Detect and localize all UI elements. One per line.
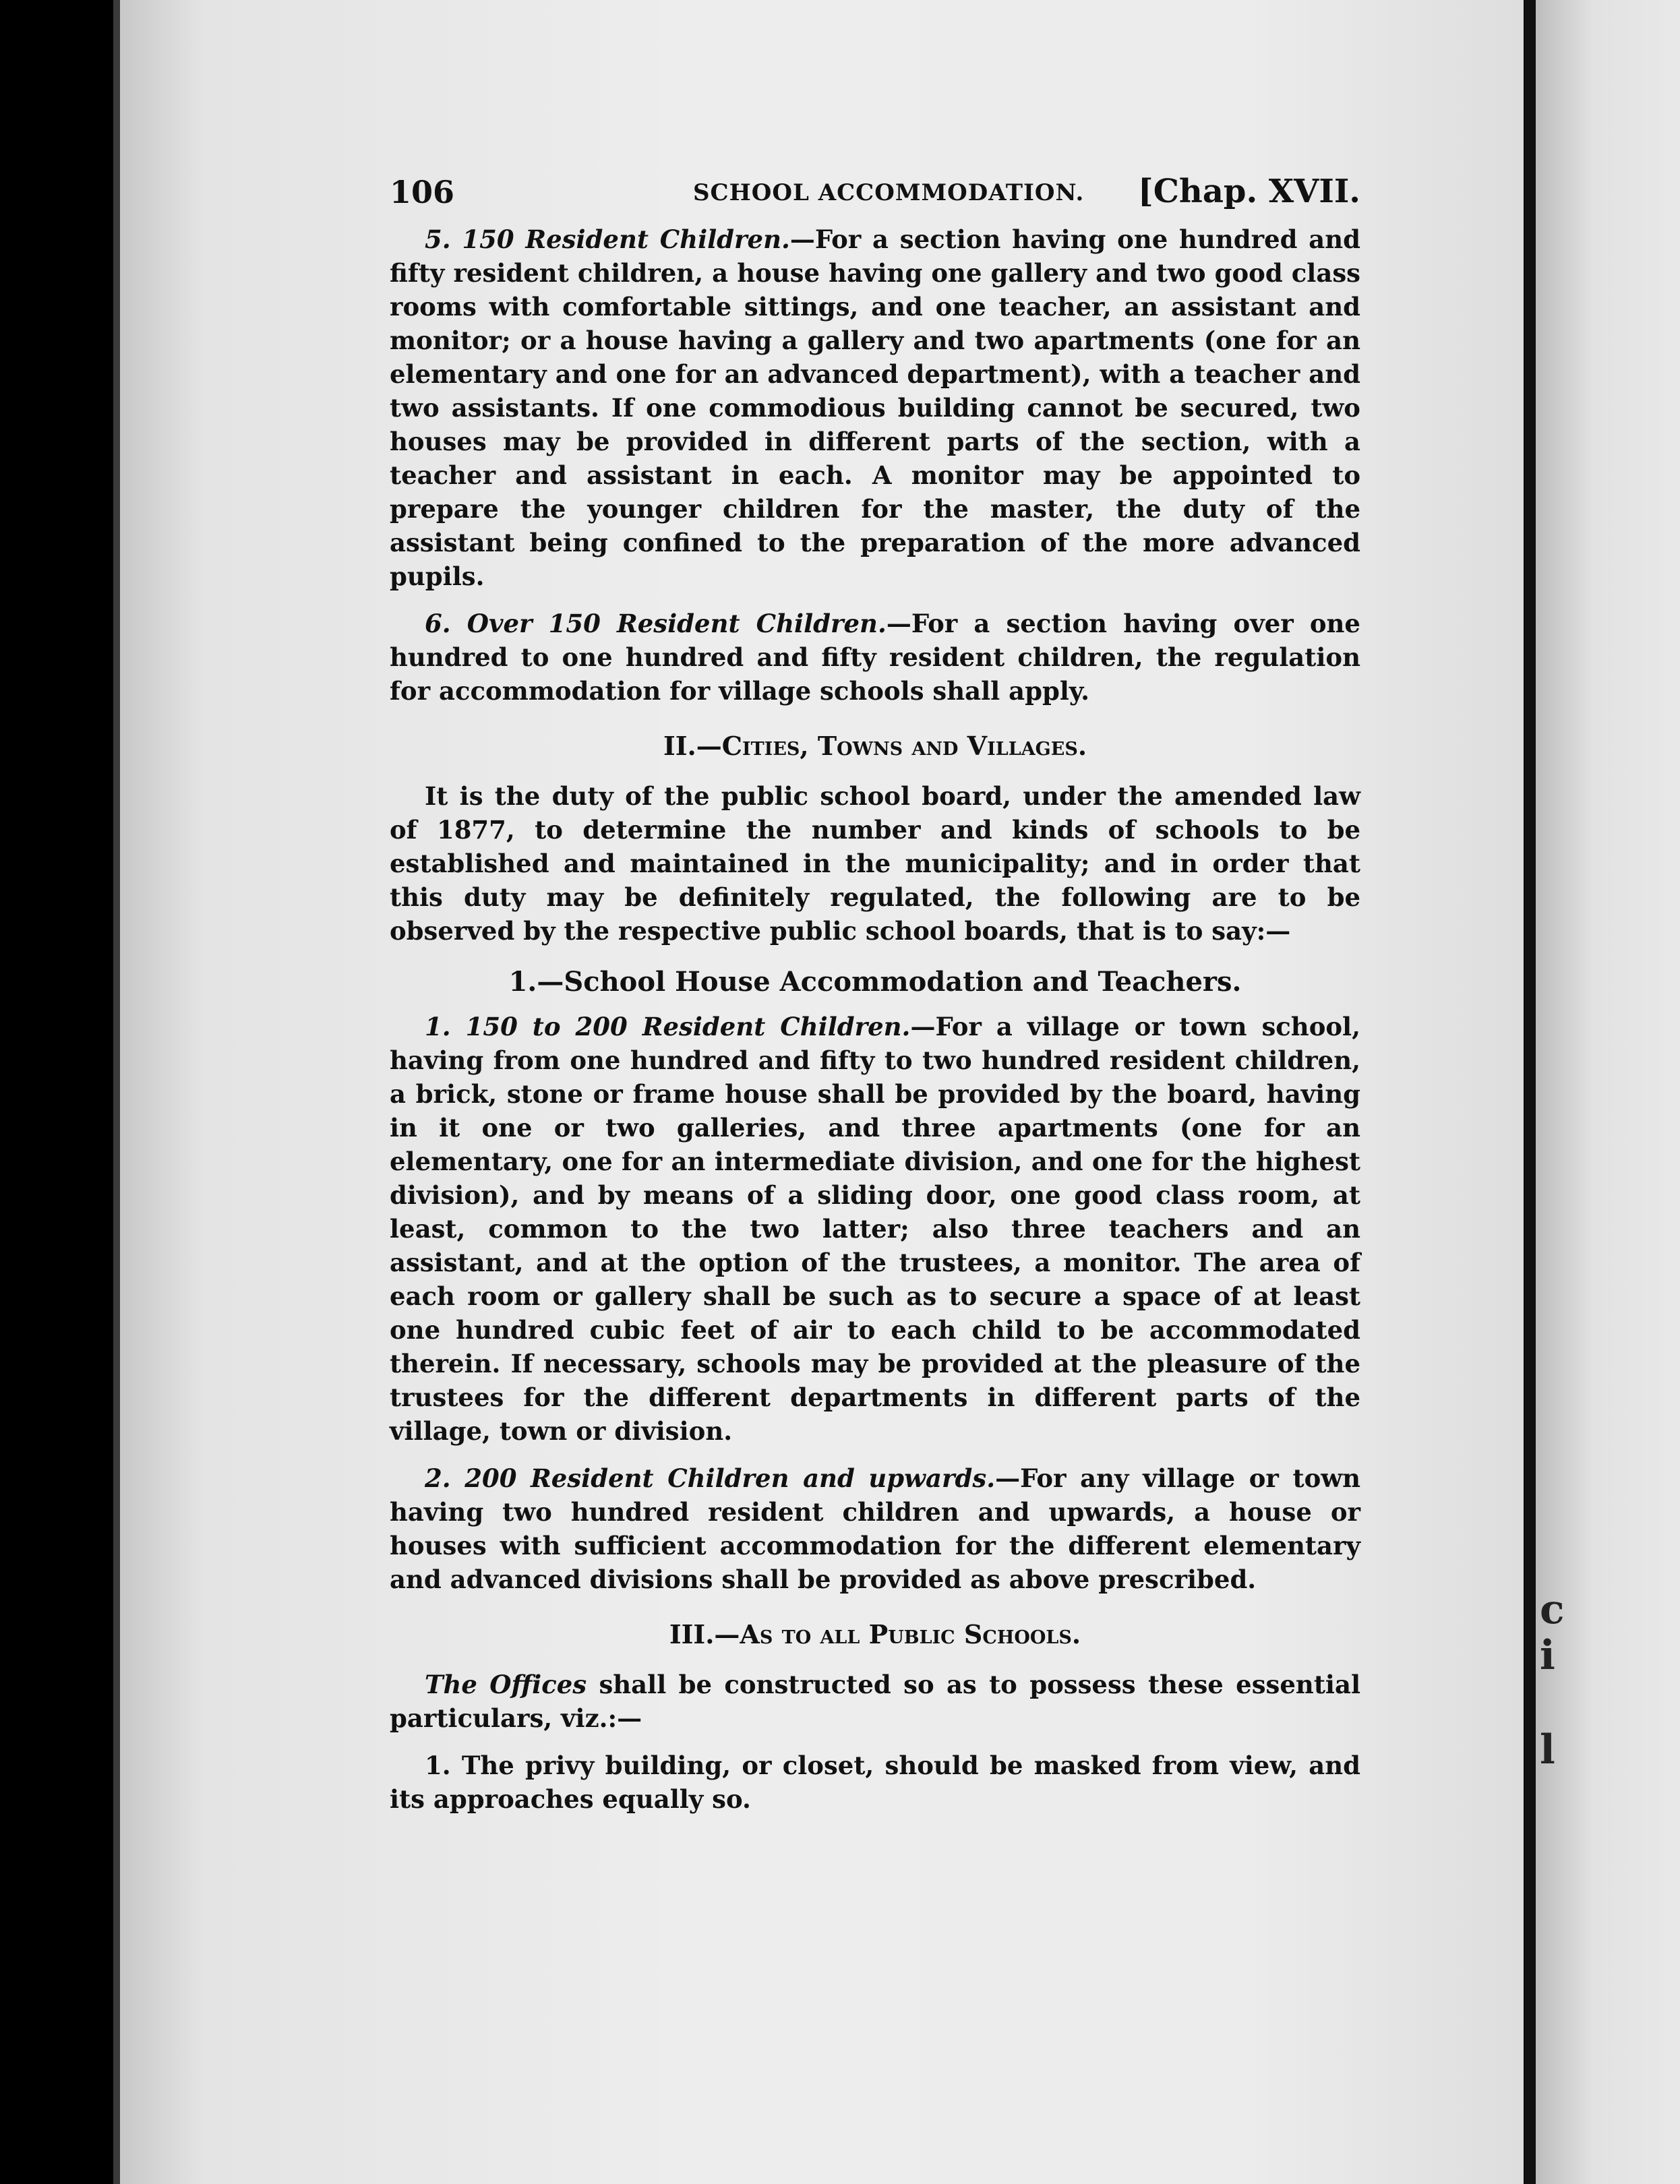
offices-text: shall be constructed so as to possess these essential particulars, viz.:— [390,1670,1360,1733]
running-head [390,169,1360,222]
subheading-accommodation-teachers: 1.—School House Accommodation and Teachers. [508,966,1242,998]
item-1-text: —For a village or town school, having from one hundred and fifty to two hundred resident children, a brick, stone or frame house shall be provided by the board, having in it one or two galleries, and three apartments (one for an elementary, one for an intermediate division, and one for the highest division), and by means of a sliding door, one good class room, at least, common to the two latter; also three teachers and an assistant, and at the option of the trustees, a monitor. The area of each room or gallery shall be such as to secure a space of at least one hundred cubic feet of air to each child to be accommodated therein. If necessary, schools may be provided at the pleasure of the trustees for the different departments in different parts of the village, town or division. [390,1012,1360,1446]
adjacent-page-letter: c [1540,1586,1565,1633]
paragraph-item-1 [390,1010,1360,1448]
heading-cities-towns-villages: II.—Cities, Towns and Villages. [663,731,1087,761]
adjacent-page-letter: l [1540,1726,1555,1773]
heading-all-public-schools: III.—As to all Public Schools. [669,1619,1081,1649]
paragraph-item-2 [390,1461,1360,1596]
left-binding-edge [113,0,120,2184]
paragraph-section-5 [390,222,1360,593]
paragraph-board-duty: It is the duty of the public school board, under the amended law of 1877, to determine the number and kinds of schools to be established and maintained in the municipality; and in order that this duty may be definitely regulated, the following are to be observed by the respective public school boards, that is to say:— [390,781,1360,946]
section-6-text: —For a section having over one hundred to one hundred and fifty resident children, the regulation for accommodation for village schools shall apply. [390,609,1360,706]
item-1-lead: 1. 150 to 200 Resident Children. [425,1012,911,1041]
item-2-lead: 2. 200 Resident Children and upwards. [425,1463,996,1493]
running-title: SCHOOL ACCOMMODATION. [693,179,1085,206]
paragraph-offices-item-1: 1. The privy building, or closet, should be masked from view, and its approaches equally so. [390,1751,1360,1814]
section-6-lead: 6. Over 150 Resident Children. [425,609,887,638]
chapter-label: [Chap. XVII. [1138,173,1360,210]
section-5-lead: 5. 150 Resident Children. [425,224,790,254]
page-number: 106 [390,174,455,210]
offices-lead: The Offices [425,1670,587,1699]
page-text-block [390,169,1360,1816]
paragraph-offices [390,1668,1360,1735]
paragraph-section-6 [390,607,1360,708]
adjacent-page-letter: i [1540,1632,1555,1679]
item-2-text: —For any village or town having two hundred resident children and upwards, a house or houses with sufficient accommodation for the different elementary and advanced divisions shall be provided as above prescribed. [390,1463,1360,1594]
adjacent-page-fragment [1536,0,1680,2184]
page-fold-shadow [1525,0,1536,2184]
section-5-text: —For a section having one hundred and fifty resident children, a house having one gallery and two good class rooms with comfortable sittings, and one teacher, an assistant and monitor; or a house having a gallery and two apartments (one for an elementary and one for an advanced department), with a teacher and two assistants. If one commodious building cannot be secured, two houses may be provided in different parts of the section, with a teacher and assistant in each. A monitor may be appointed to prepare the younger children for the master, the duty of the assistant being confined to the preparation of the more advanced pupils. [390,224,1360,591]
